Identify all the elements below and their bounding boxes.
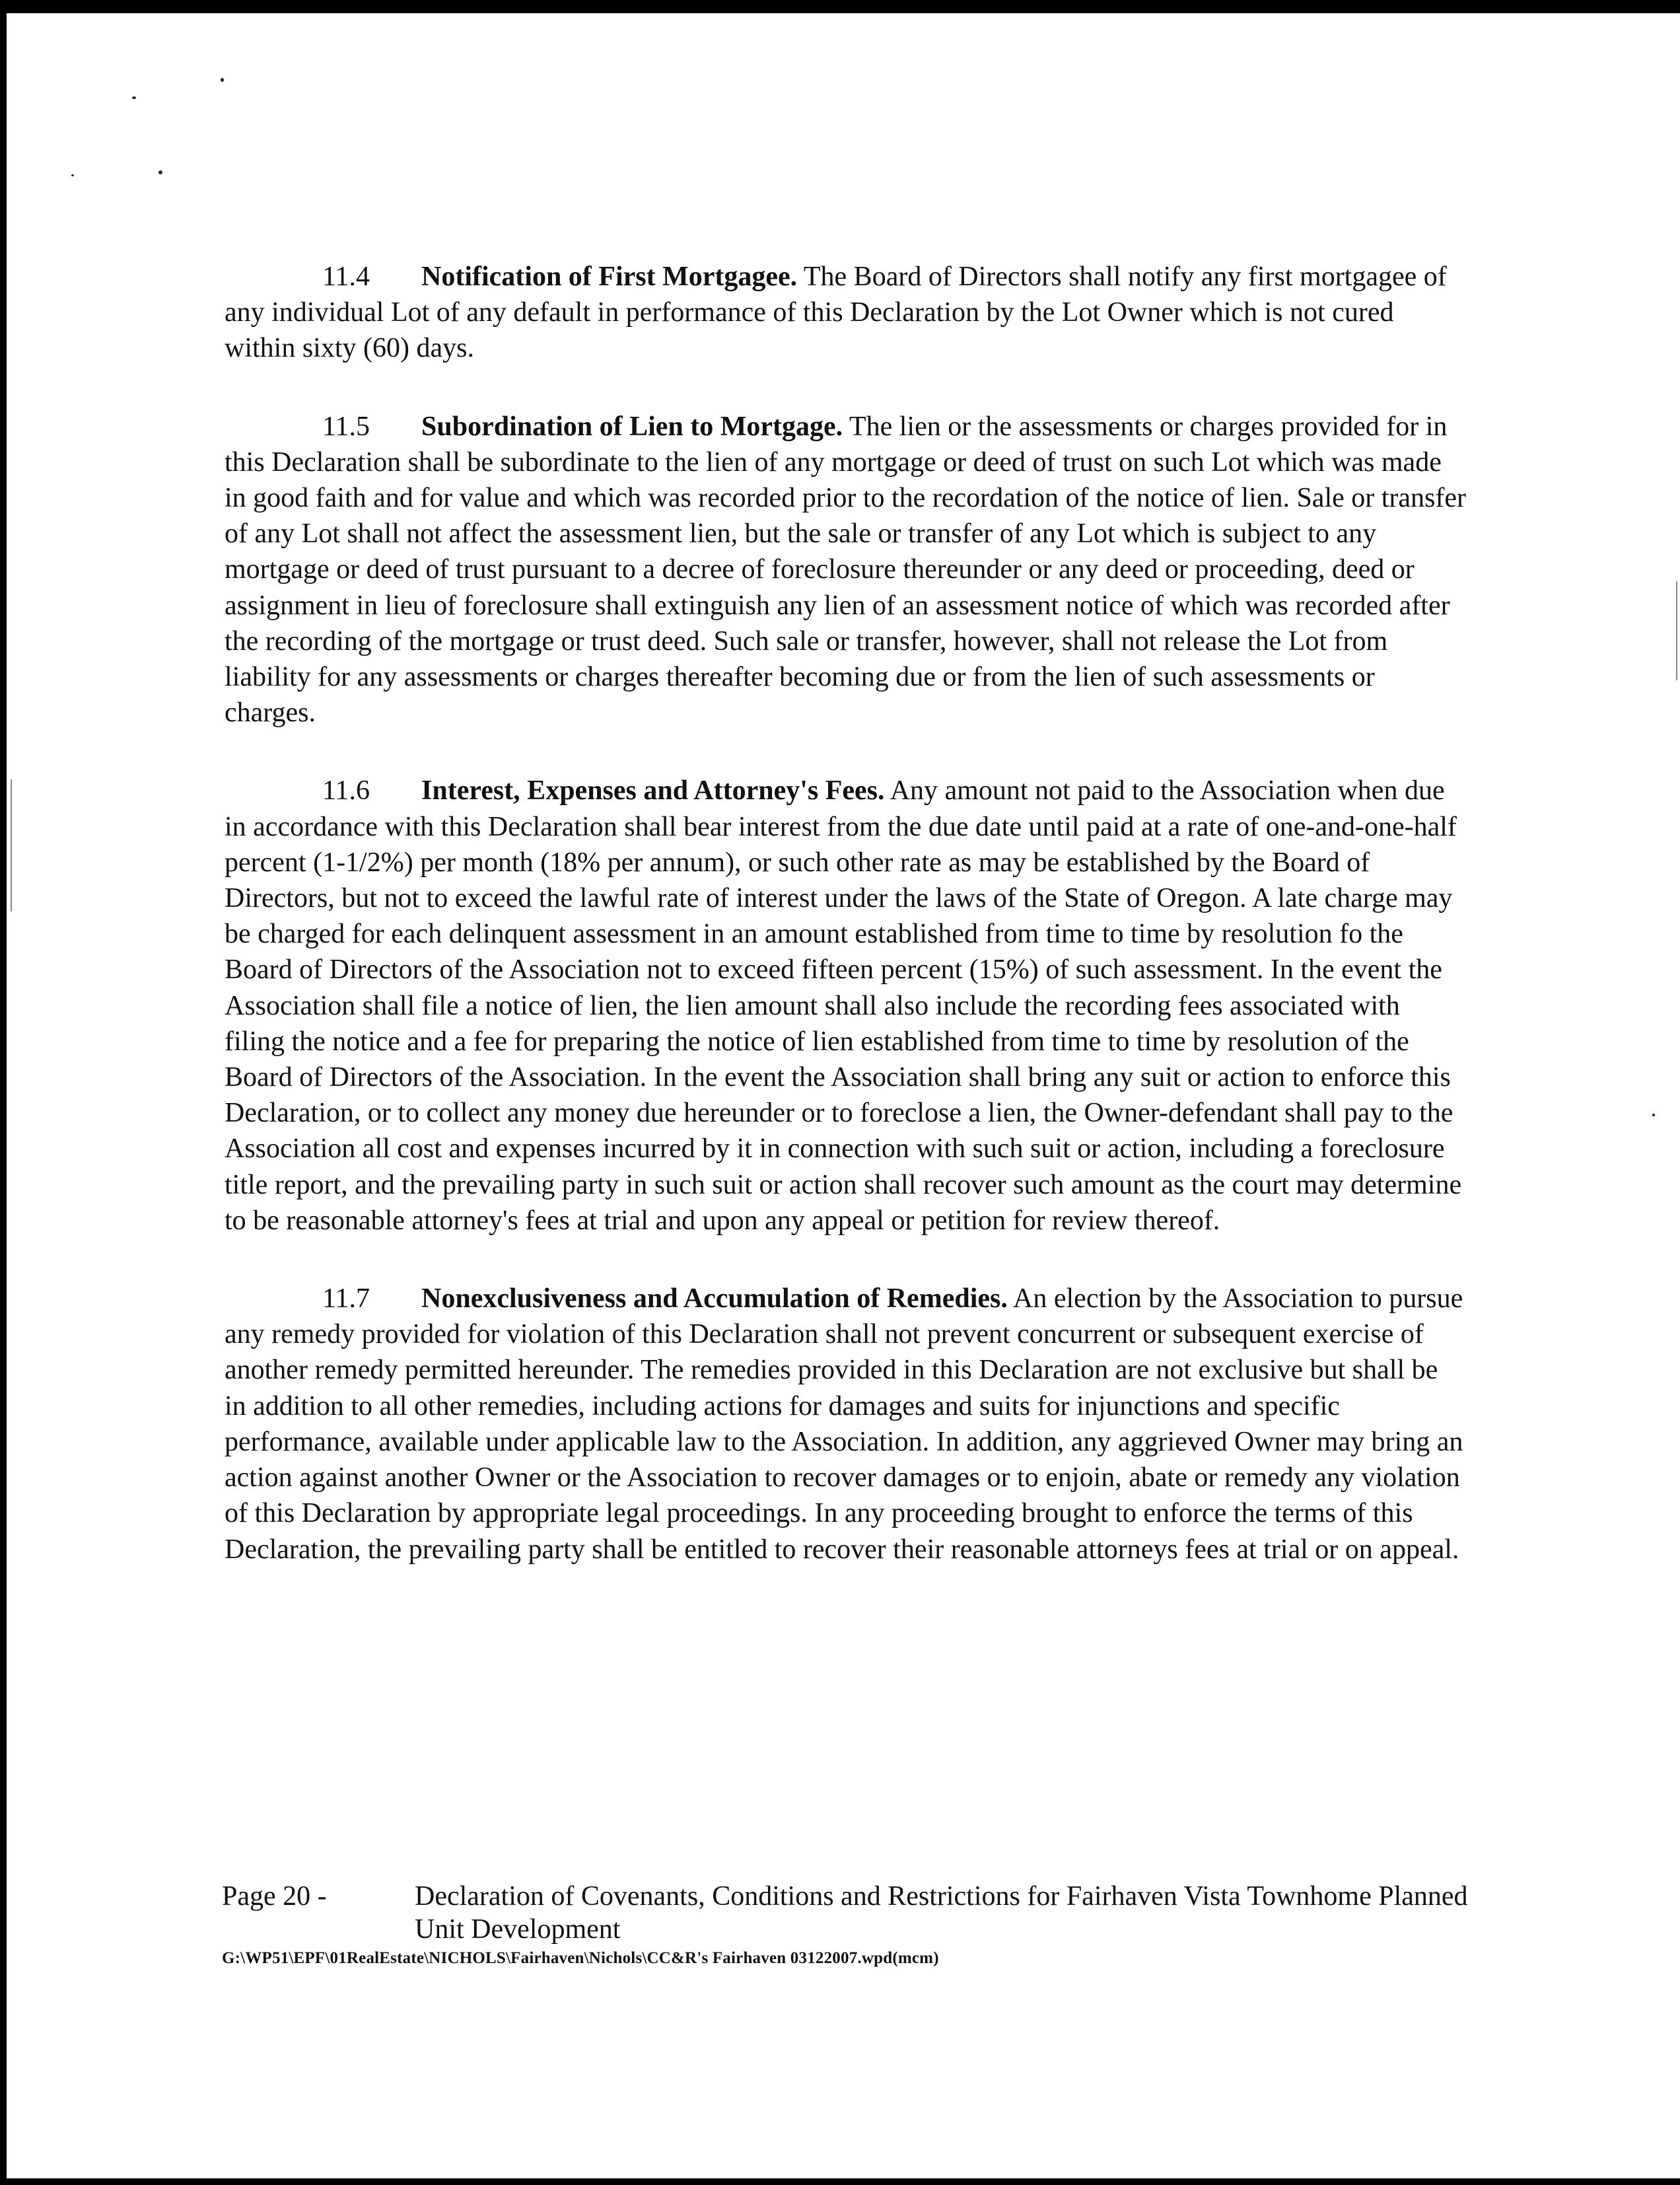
- scan-border-top: [0, 0, 1680, 13]
- scan-speck: [132, 96, 136, 99]
- section-title: Subordination of Lien to Mortgage.: [421, 411, 843, 442]
- section-text: The lien or the assessments or charges provided for in this Declaration shall be subordinate to the lien of any mortgage or deed of trust on such Lot which was made in good faith and for value and which was recorded prior to the recordation of the notice of lien. Sale or transfer of any Lot shall not affect the assessment lien, but the sale or transfer of any Lot which is subject to any mortgage or deed of trust pursuant to a decree of foreclosure thereunder or any deed or proceeding, deed or assignment in lieu of foreclosure shall extinguish any lien of an assessment notice of which was recorded after the recording of the mortgage or trust deed. Such sale or transfer, however, shall not release the Lot from liability for any assessments or charges thereafter becoming due or from the lien of such assessments or charges.: [225, 411, 1466, 729]
- document-title: Declaration of Covenants, Conditions and Restrictions for Fairhaven Vista Townhome Planned Unit Development: [415, 1881, 1468, 1945]
- footer-row: [222, 1880, 1477, 1946]
- file-path: G:\WP51\EPF\01RealEstate\NICHOLS\Fairhaven\Nichols\CC&R's Fairhaven 03122007.wpd(mcm): [222, 1949, 939, 1967]
- section-paragraph: [225, 259, 1466, 367]
- section-paragraph: [225, 1281, 1466, 1567]
- section-number: 11.6: [322, 775, 370, 806]
- section-text: The Board of Directors shall notify any first mortgagee of any individual Lot of any default in performance of this Declaration by the Lot Owner which is not cured within sixty (60) days.: [225, 262, 1447, 364]
- document-body: [225, 259, 1466, 1567]
- section-title: Notification of First Mortgagee.: [421, 262, 798, 292]
- section-title: Interest, Expenses and Attorney's Fees.: [421, 775, 885, 806]
- section-title: Nonexclusiveness and Accumulation of Remedies.: [421, 1283, 1008, 1314]
- section-number: 11.7: [322, 1283, 370, 1314]
- page-number: Page 20 -: [222, 1881, 327, 1912]
- paragraph-gap: [225, 731, 1466, 773]
- section-number: 11.5: [322, 411, 370, 442]
- scan-border-left: [0, 0, 7, 2185]
- section-paragraph: [225, 409, 1466, 731]
- scan-speck: [1652, 1114, 1655, 1116]
- page-footer: [222, 1880, 1477, 1968]
- paragraph-gap: [225, 367, 1466, 409]
- scan-speck: [221, 78, 224, 82]
- scan-speck: [158, 170, 162, 174]
- scan-border-bottom: [0, 2178, 1680, 2185]
- scan-speck: [71, 174, 74, 176]
- section-text: An election by the Association to pursue any remedy provided for violation of this Declaration shall not prevent concurrent or subsequent exercise of another remedy permitted hereunder. The remedies provided in this Declaration are not exclusive but shall be in addition to all other remedies, including actions for damages and suits for injunctions and specific performance, available under applicable law to the Association. In addition, any aggrieved Owner may bring an action against another Owner or the Association to recover damages or to enjoin, abate or remedy any violation of this Declaration by appropriate legal proceedings. In any proceeding brought to enforce the terms of this Declaration, the prevailing party shall be entitled to recover their reasonable attorneys fees at trial or on appeal.: [225, 1283, 1463, 1565]
- section-number: 11.4: [322, 262, 370, 292]
- section-text: Any amount not paid to the Association when due in accordance with this Declaration shall bear interest from the due date until paid at a rate of one-and-one-half percent (1-1/2%) per month (18% per annum), or such other rate as may be established by the Board of Directors, but not to exceed the lawful rate of interest under the laws of the State of Oregon. A late charge may be charged for each delinquent assessment in an amount established from time to time by resolution fo the Board of Directors of the Association not to exceed fifteen percent (15%) of such assessment. In the event the Association shall file a notice of lien, the lien amount shall also include the recording fees associated with filing the notice and a fee for preparing the notice of lien established from time to time by resolution of the Board of Directors of the Association. In the event the Association shall bring any suit or action to enforce this Declaration, or to collect any money due hereunder or to foreclose a lien, the Owner-defendant shall pay to the Association all cost and expenses incurred by it in connection with such suit or action, including a foreclosure title report, and the prevailing party in such suit or action shall recover such amount as the court may determine to be reasonable attorney's fees at trial and upon any appeal or petition for review thereof.: [225, 775, 1462, 1236]
- paragraph-gap: [225, 1238, 1466, 1281]
- section-paragraph: [225, 773, 1466, 1238]
- scan-edge-mark: [1676, 581, 1677, 680]
- scan-edge-mark: [11, 779, 12, 912]
